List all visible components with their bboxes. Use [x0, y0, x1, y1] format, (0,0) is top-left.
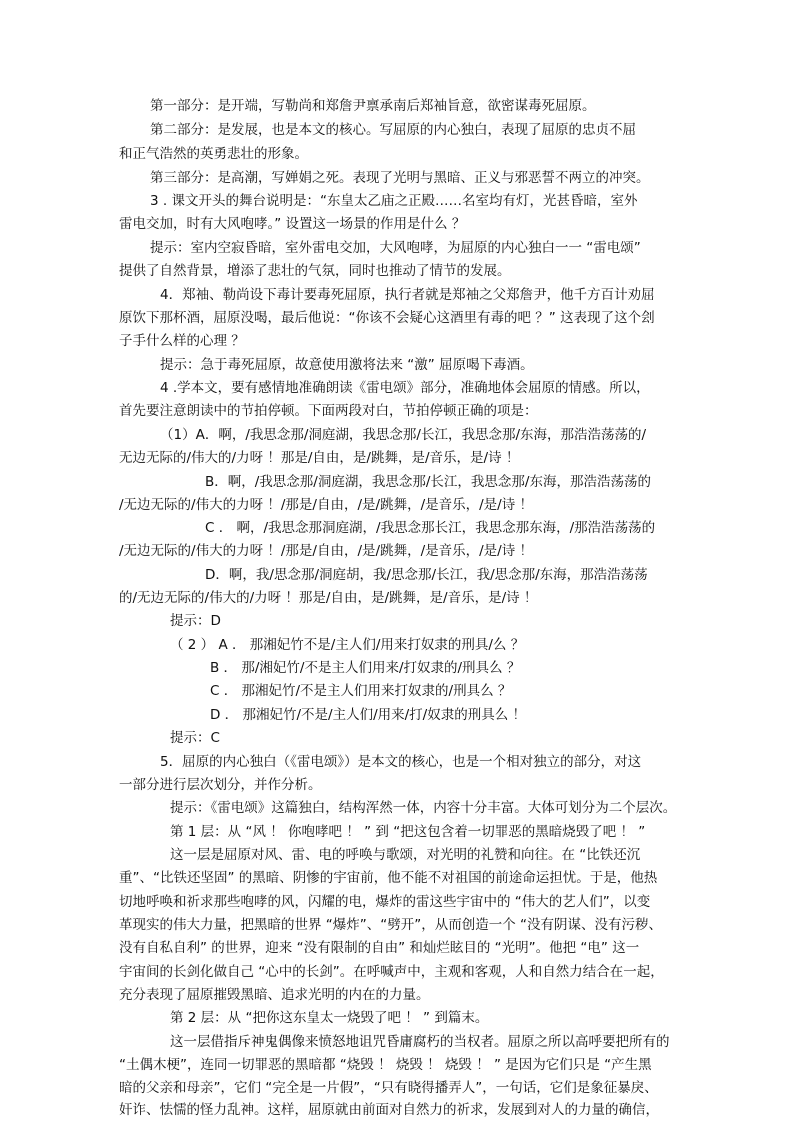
text-line: 没有自私自利” 的世界，迎来 “没有限制的自由” 和灿烂眩目的 “光明”。他把 “电” 这一: [119, 940, 640, 956]
text-line: 暗的父亲和母亲”，它们 “完全是一片假”，“只有晓得播弄人”，一句话，它们是象征暴戾、: [119, 1080, 658, 1096]
text-line: C ． 啊，/我思念那洞庭湖，/我思念那长江，我思念那东海，/那浩浩荡荡的: [205, 520, 656, 536]
text-line: 革现实的伟大力量，把黑暗的世界 “爆炸”、“劈开”，从而创造一个 “没有阴谋、没有污秽、: [119, 917, 663, 933]
text-line: 这一层是屈原对风、雷、电的呼唤与歌颂，对光明的礼赞和向往。在 “比铁还沉: [170, 847, 641, 863]
text-line: B．啊，/我思念那/洞庭湖，我思念那/长江，我思念那/东海，那浩浩荡荡的: [205, 474, 651, 490]
text-line: 雷电交加，时有大风咆哮。” 设置这一场景的作用是什么 ？: [119, 216, 466, 232]
text-line: 和正气浩然的英勇悲壮的形象。: [119, 146, 308, 162]
text-line: 原饮下那杯酒，屈原没喝，最后他说：“你该不会疑心这酒里有毒的吧 ？” 这表现了这个刽: [119, 310, 655, 326]
text-line: 切地呼唤和祈求那些咆哮的风，闪耀的电，爆炸的雷这些宇宙中的 “伟大的艺人们”，以变: [119, 894, 651, 910]
text-line: 充分表现了屈原摧毁黑暗、追求光明的内在的力量。: [119, 987, 430, 1003]
text-line: （ 2 ） A ． 那湘妃竹不是/主人们/用来打奴隶的刑具/么 ？: [170, 637, 525, 653]
text-line: 提示：室内空寂昏暗，室外雷电交加，大风咆哮，为屈原的内心独白一一 “雷电颂”: [150, 240, 641, 256]
text-line: 首先要注意朗读中的节拍停顿。下面两段对白，节拍停顿正确的项是：: [119, 403, 538, 419]
text-line: 提示：急于毒死屈原，故意使用激将法来 “激” 屈原喝下毒酒。: [160, 357, 534, 373]
text-line: 提示：D: [170, 613, 221, 629]
text-line: /无边无际的/伟大的力呀 ！/那是/自由，/是/跳舞，/是音乐，/是/诗 ！: [119, 497, 534, 513]
text-line: 第三部分：是高潮，写婵娟之死。表现了光明与黑暗、正义与邪恶誓不两立的冲突。: [150, 170, 650, 186]
text-line: 重”、“比铁还坚固” 的黑暗、阴惨的宇宙前，他不能不对祖国的前途命运担忧。于是，他热: [119, 870, 658, 886]
text-line: 这一层借指斥神鬼偶像来愤怒地诅咒昏庸腐朽的当权者。屈原之所以高呼要把所有的: [170, 1034, 670, 1050]
text-line: 第 1 层：从 “风 ！ 你咆哮吧 ！ ” 到 “把这包含着一切罪恶的黑暗烧毁了吧 ！ ”: [170, 824, 646, 840]
text-line: D．啊，我/思念那/洞庭胡，我/思念那/长江，我/思念那/东海，那浩浩荡荡: [205, 567, 648, 583]
text-line: 3 . 课文开头的舞台说明是：“东皇太乙庙之正殿……名室均有灯，光甚昏暗，室外: [150, 193, 638, 209]
text-line: C ． 那湘妃竹/不是主人们用来打奴隶的/刑具么 ？: [210, 683, 512, 699]
text-line: 提示：C: [170, 730, 220, 746]
text-line: 第二部分：是发展，也是本文的核心。写屈原的内心独白，表现了屈原的忠贞不屈: [150, 122, 636, 138]
text-line: 一部分进行层次划分，并作分析。: [119, 777, 322, 793]
text-line: B ． 那/湘妃竹/不是主人们用来/打奴隶的/刑具么 ？: [210, 660, 521, 676]
text-line: 第 2 层：从 “把你这东皇太一烧毁了吧 ！ ” 到篇末。: [170, 1010, 489, 1026]
text-line: 无边无际的/伟大的/力呀 ！那是/自由，是/跳舞，是/音乐，是/诗 ！: [119, 450, 520, 466]
text-line: 5．屈原的内心独白（《雷电颂》）是本文的核心，也是一个相对独立的部分，对这: [160, 754, 642, 770]
text-line: 提示：《雷电颂》这篇独白，结构浑然一体，内容十分丰富。大体可划分为二个层次。: [170, 800, 677, 816]
text-line: 宇宙间的长剑化做自己 “心中的长剑”。在呼喊声中，主观和客观，人和自然力结合在一起，: [119, 964, 664, 980]
text-line: 提供了自然背景，增添了悲壮的气氛，同时也推动了情节的发展。: [119, 263, 511, 279]
text-line: 4 .学本文，要有感情地准确朗读《雷电颂》部分，准确地体会屈原的情感。所以，: [160, 380, 650, 396]
text-line: 的/无边无际的/伟大的/力呀 ！那是/自由，是/跳舞，是/音乐，是/诗 ！: [119, 590, 538, 606]
text-line: 奸诈、怯懦的怪力乱神。这样，屈原就由前面对自然力的祈求，发展到对人的力量的确信，: [119, 1102, 659, 1118]
text-line: “土偶木梗”，连同一切罪恶的黑暗都 “烧毁 ！ 烧毁 ！ 烧毁 ！ ” 是因为它们只是 “产生黑: [119, 1057, 652, 1073]
text-line: （1）A．啊，/我思念那/洞庭湖，我思念那/长江，我思念那/东海，那浩浩荡荡的/: [160, 427, 647, 443]
text-line: 第一部分：是开端，写勒尚和郑詹尹禀承南后郑袖旨意，欲密谋毒死屈原。: [150, 98, 596, 114]
text-line: D ． 那湘妃竹/不是/主人们/用来/打/奴隶的刑具么 ！: [210, 707, 527, 723]
text-line: 子手什么样的心理 ？: [119, 333, 245, 349]
text-line: /无边无际的/伟大的力呀 ！/那是/自由，/是/跳舞，/是音乐，/是/诗 ！: [119, 543, 534, 559]
text-line: 4．郑袖、勒尚设下毒计要毒死屈原，执行者就是郑袖之父郑詹尹，他千方百计劝屈: [160, 287, 655, 303]
